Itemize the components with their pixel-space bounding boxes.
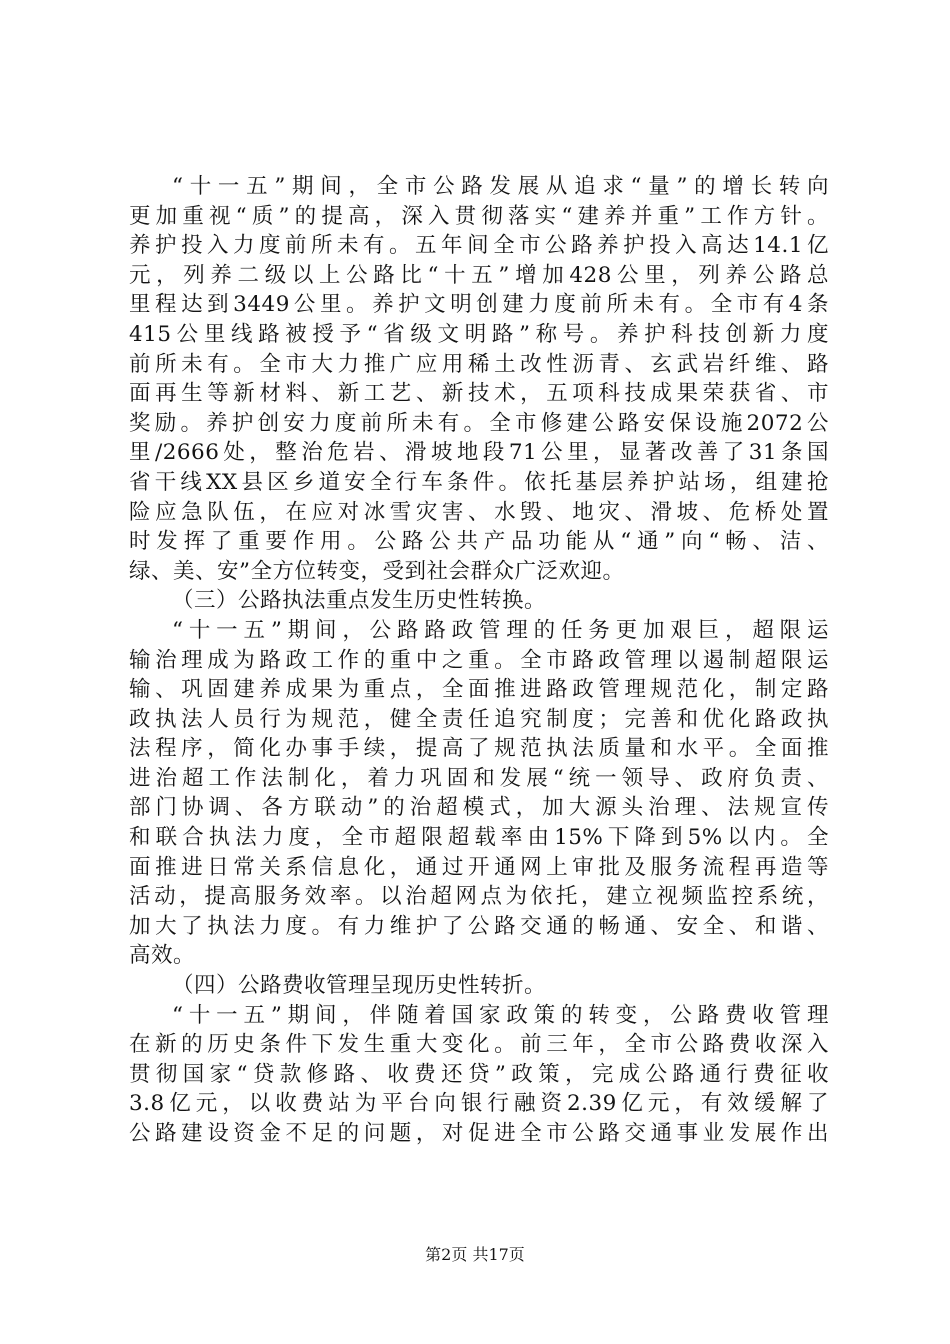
text-line: 高效。 [129, 943, 196, 969]
text-line: 加大了执法力度。有力维护了公路交通的畅通、安全、和谐、 [129, 913, 829, 939]
text-line: 3.8亿元，以收费站为平台向银行融资2.39亿元，有效缓解了 [129, 1091, 829, 1117]
text-line: 政执法人员行为规范，健全责任追究制度；完善和优化路政执 [129, 706, 829, 732]
text-line: 活动，提高服务效率。以治超网点为依托，建立视频监控系统， [129, 884, 829, 910]
text-line: 面再生等新材料、新工艺、新技术，五项科技成果荣获省、市 [129, 381, 829, 407]
text-line: （三）公路执法重点发生历史性转换。 [172, 588, 547, 614]
text-line: 和联合执法力度，全市超限超载率由15%下降到5%以内。全 [129, 825, 829, 851]
text-line: 前所未有。全市大力推广应用稀土改性沥青、玄武岩纤维、路 [129, 351, 829, 377]
text-line: 奖励。养护创安力度前所未有。全市修建公路安保设施2072公 [129, 410, 829, 436]
text-line: 绿、美、安”全方位转变，受到社会群众广泛欢迎。 [129, 558, 625, 584]
page-footer: 第2页 共17页 [425, 1245, 525, 1264]
text-line: 贯彻国家“贷款修路、收费还贷”政策，完成公路通行费征收 [129, 1061, 829, 1087]
text-line: 元，列养二级以上公路比“十五”增加428公里，列养公路总 [129, 262, 829, 288]
text-line: （四）公路费收管理呈现历史性转折。 [172, 973, 547, 999]
text-line: 公路建设资金不足的问题，对促进全市公路交通事业发展作出 [129, 1121, 829, 1146]
text-line: 415公里线路被授予“省级文明路”称号。养护科技创新力度 [129, 321, 829, 347]
text-line: 部门协调、各方联动”的治超模式，加大源头治理、法规宣传 [129, 795, 829, 821]
text-line: 里/2666处，整治危岩、滑坡地段71公里，显著改善了31条国 [129, 440, 829, 466]
text-line: 险应急队伍，在应对冰雪灾害、水毁、地灾、滑坡、危桥处置 [129, 499, 829, 525]
text-line: 养护投入力度前所未有。五年间全市公路养护投入高达14.1亿 [129, 233, 829, 259]
text-line: 省干线XX县区乡道安全行车条件。依托基层养护站场，组建抢 [129, 469, 829, 495]
text-line: “十一五”期间，全市公路发展从追求“量”的增长转向 [172, 174, 829, 199]
text-line: “十一五”期间，公路路政管理的任务更加艰巨，超限运 [172, 617, 829, 643]
text-line: 更加重视“质”的提高，深入贯彻落实“建养并重”工作方针。 [129, 203, 829, 229]
body-text [129, 172, 829, 1149]
text-line: 法程序，简化办事手续，提高了规范执法质量和水平。全面推 [129, 736, 829, 762]
text-line: 时发挥了重要作用。公路公共产品功能从“通”向“畅、洁、 [129, 529, 829, 555]
text-line: 输治理成为路政工作的重中之重。全市路政管理以遏制超限运 [129, 647, 829, 673]
text-line: 在新的历史条件下发生重大变化。前三年，全市公路费收深入 [129, 1032, 829, 1058]
text-line: 面推进日常关系信息化，通过开通网上审批及服务流程再造等 [129, 854, 829, 880]
text-line: 进治超工作法制化，着力巩固和发展“统一领导、政府负责、 [129, 765, 829, 791]
text-line: 里程达到3449公里。养护文明创建力度前所未有。全市有4条 [129, 292, 829, 318]
text-line: “十一五”期间，伴随着国家政策的转变，公路费收管理 [172, 1002, 829, 1028]
text-line: 输、巩固建养成果为重点，全面推进路政管理规范化，制定路 [129, 677, 829, 703]
